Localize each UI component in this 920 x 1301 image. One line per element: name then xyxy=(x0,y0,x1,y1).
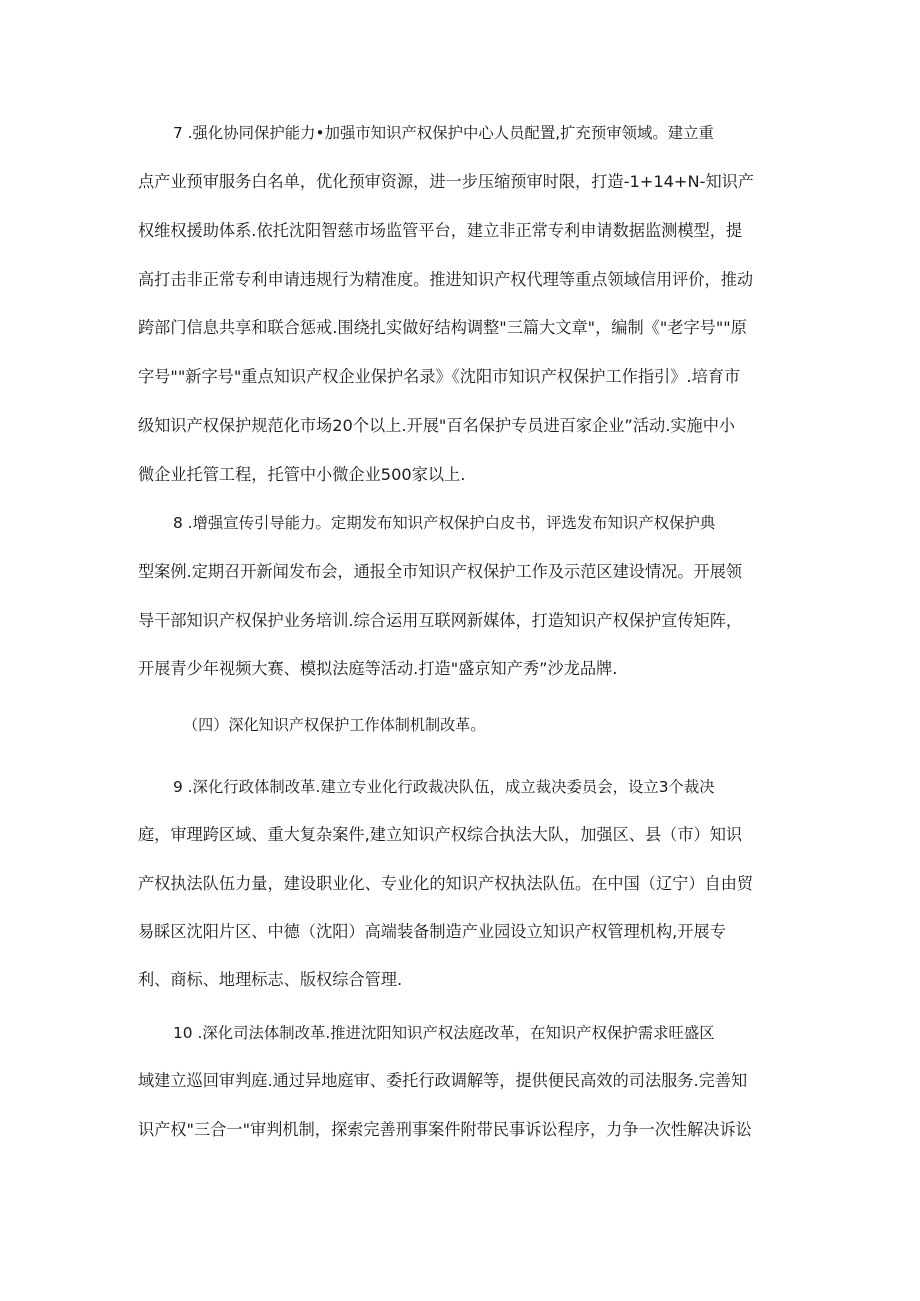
paragraph-7-line-4: 高打击非正常专利申请违规行为精准度。推进知识产权代理等重点领域信用评价，推动 xyxy=(138,270,754,289)
paragraph-9-line-2: 庭，审理跨区域、重大复杂案件,建立知识产权综合执法大队，加强区、县（市）知识 xyxy=(138,825,743,844)
paragraph-8-line-2: 型案例.定期召开新闻发布会，通报全市知识产权保护工作及示范区建设情况。开展领 xyxy=(138,562,743,581)
paragraph-7-line-3: 权维权援助体系.依托沈阳智慈市场监管平台，建立非正常专利申请数据监测模型，提 xyxy=(138,221,743,240)
paragraph-9-line-1: 9 .深化行政体制改革.建立专业化行政裁决队伍，成立裁决委员会，设立3个裁决 xyxy=(173,778,715,796)
paragraph-7-line-8: 微企业托管工程，托管中小微企业500家以上. xyxy=(138,465,466,484)
paragraph-8-line-3: 导干部知识产权保护业务培训.综合运用互联网新媒体，打造知识产权保护宣传矩阵， xyxy=(138,611,743,630)
paragraph-8-line-4: 开展青少年视频大赛、模拟法庭等活动.打造"盛京知产秀”沙龙品牌. xyxy=(138,659,618,678)
paragraph-10-line-3: 识产权"三合一"审判机制，探索完善刑事案件附带民事诉讼程序，力争一次性解决诉讼 xyxy=(138,1120,752,1139)
paragraph-9-line-3: 产权执法队伍力量，建设职业化、专业化的知识产权执法队伍。在中国（辽宁）自由贸 xyxy=(138,874,754,893)
paragraph-9-line-4: 易睬区沈阳片区、中德（沈阳）高端装备制造产业园设立知识产权管理机构,开展专 xyxy=(138,922,726,941)
paragraph-10-line-2: 域建立巡回审判庭.通过异地庭审、委托行政调解等，提供便民高效的司法服务.完善知 xyxy=(138,1071,748,1090)
paragraph-9-line-5: 利、商标、地理标志、版权综合管理. xyxy=(138,970,403,989)
paragraph-8-line-1: 8 .增强宣传引导能力。定期发布知识产权保护白皮书，评选发布知识产权保护典 xyxy=(173,514,716,532)
paragraph-7-line-1: 7 .强化协同保护能力•加强市知识产权保护中心人员配置,扩充预审领域。建立重 xyxy=(173,124,714,142)
paragraph-7-line-7: 级知识产权保护规范化市场20个以上.开展"百名保护专员进百家企业”活动.实施中小 xyxy=(138,416,736,435)
paragraph-7-line-2: 点产业预审服务白名单，优化预审资源，进一步压缩预审时限，打造-1+14+N-知识产 xyxy=(138,172,754,191)
paragraph-7-line-5: 跨部门信息共享和联合惩戒.围绕扎实做好结构调整"三篇大文章"，编制《"老字号""原 xyxy=(138,318,747,337)
paragraph-7-line-6: 字号""新字号"重点知识产权企业保护名录》《沈阳市知识产权保护工作指引》.培育市 xyxy=(138,367,741,386)
paragraph-10-line-1: 10 .深化司法体制改革.推进沈阳知识产权法庭改革，在知识产权保护需求旺盛区 xyxy=(173,1024,715,1042)
section-heading: （四）深化知识产权保护工作体制机制改革。 xyxy=(183,716,486,734)
